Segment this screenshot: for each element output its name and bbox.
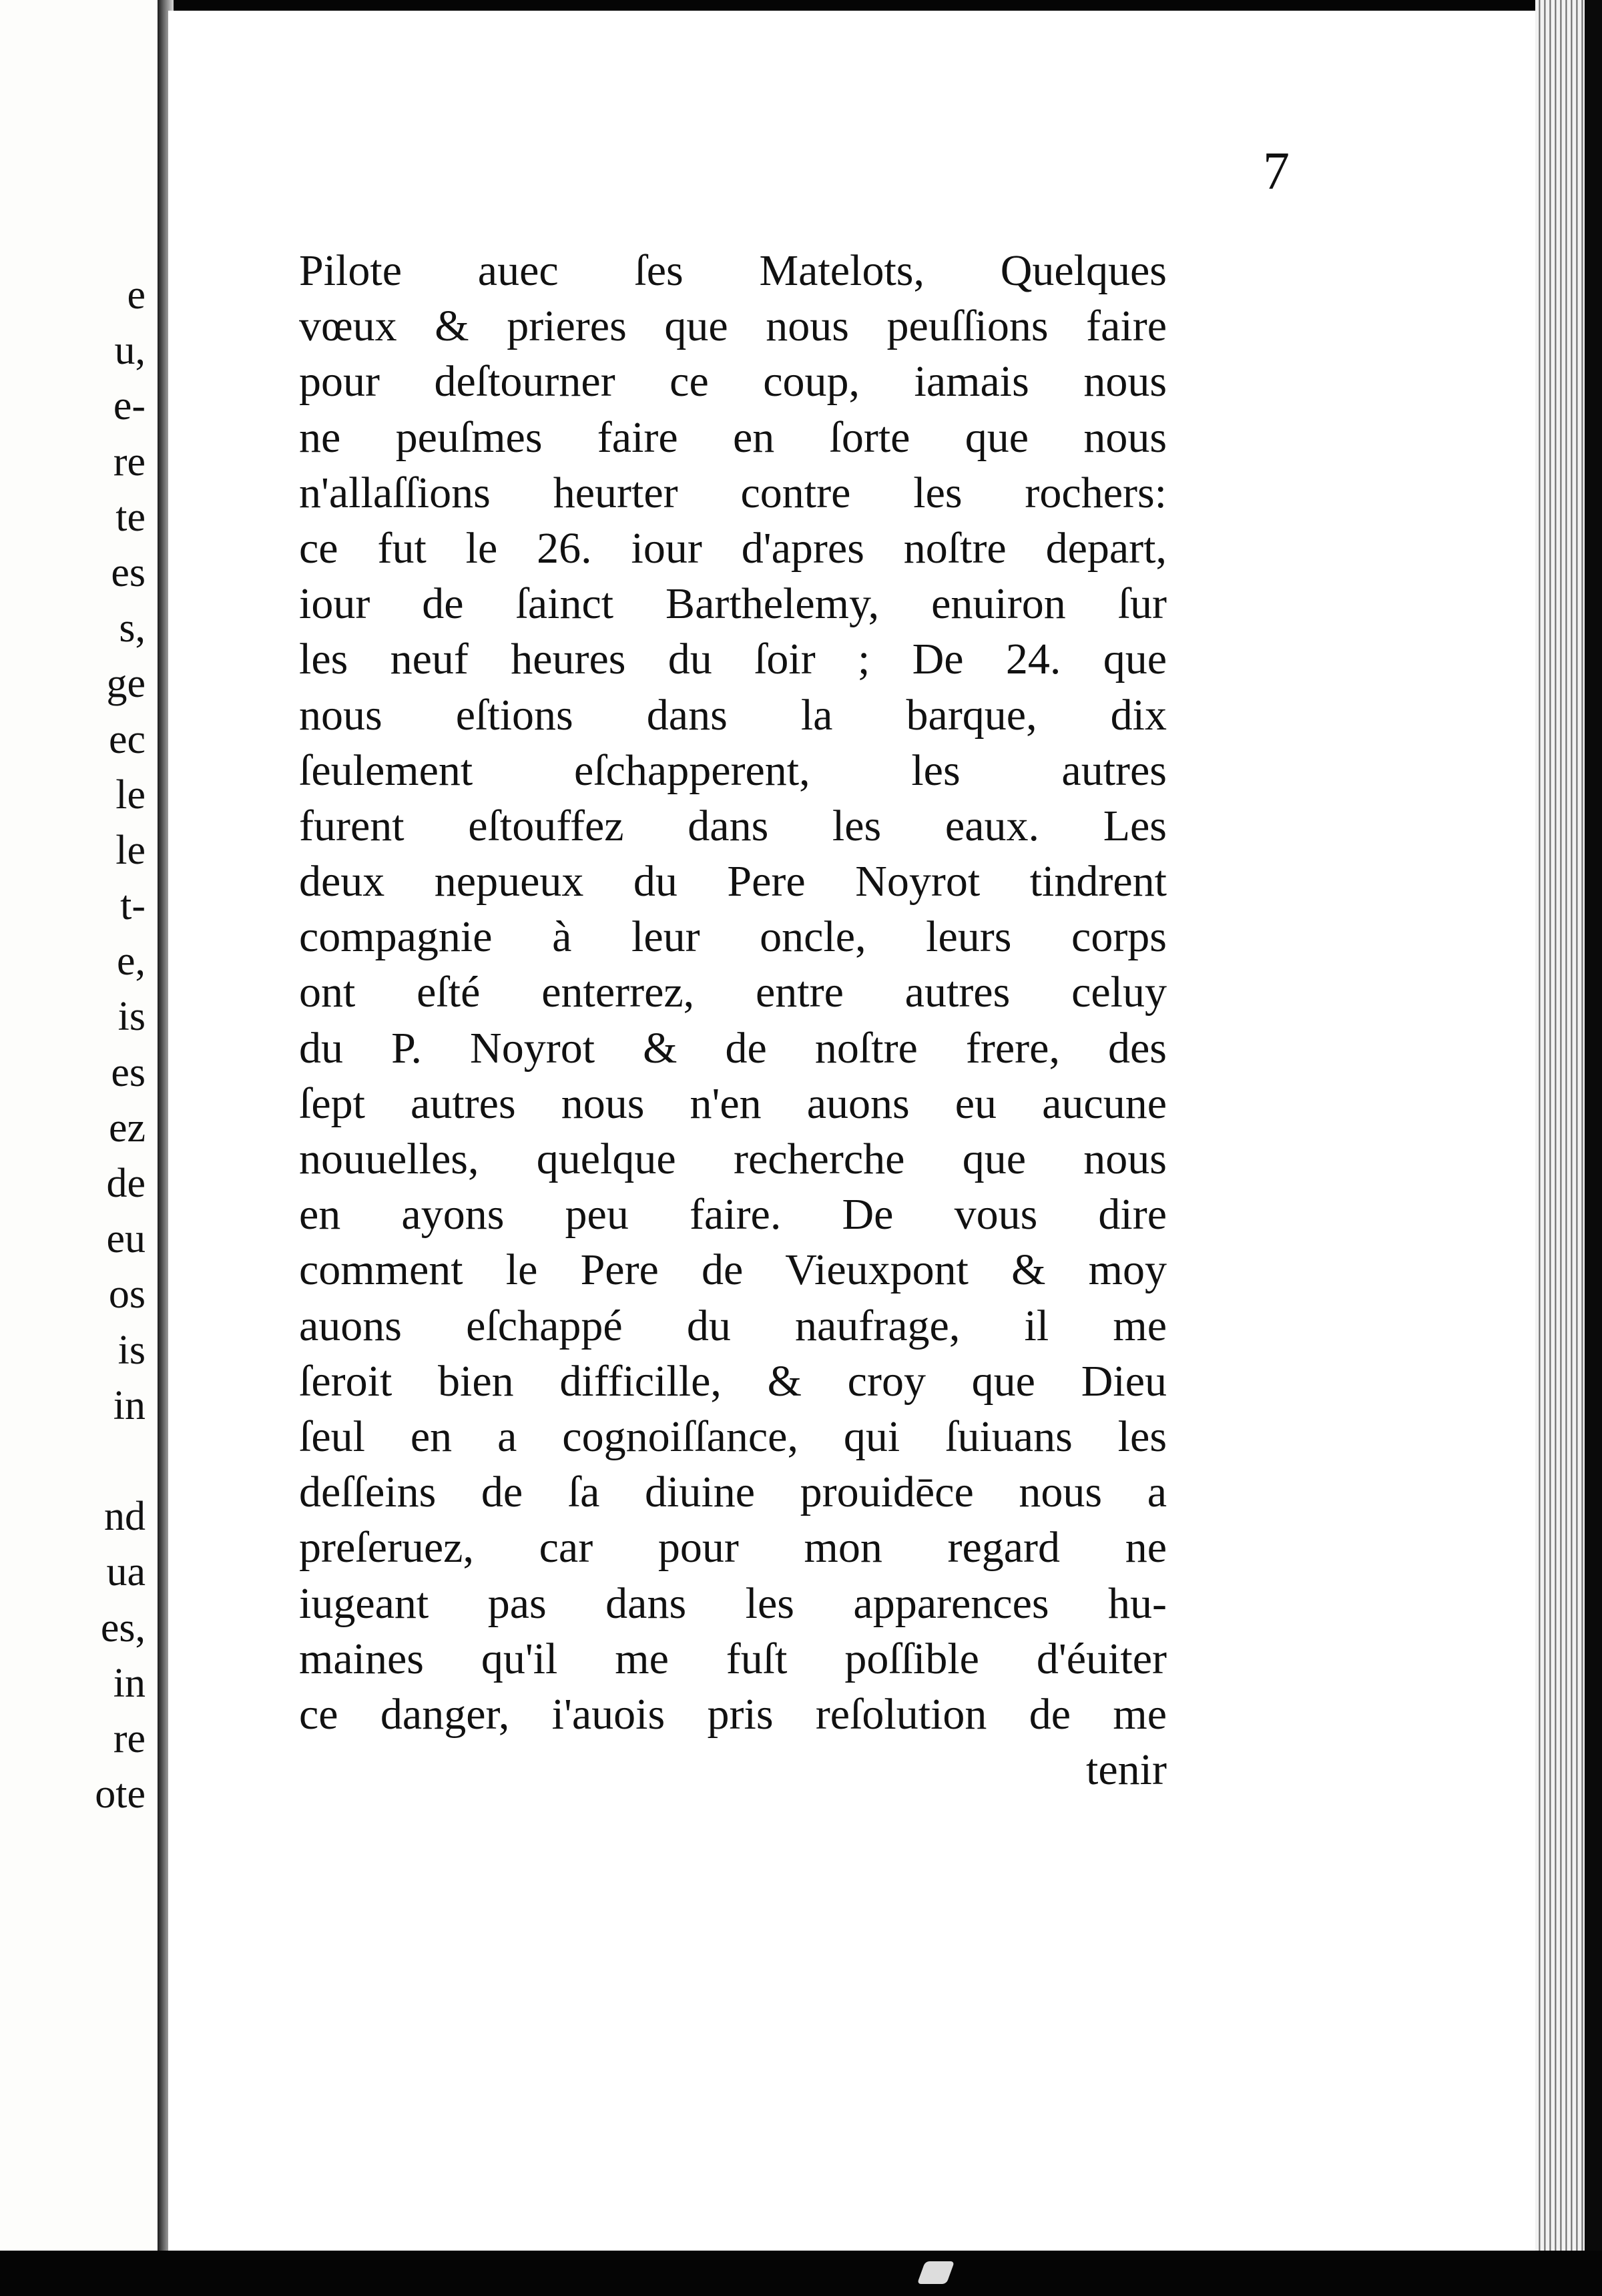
- text-line: nous eſtions dans la barque, dix: [299, 690, 1167, 740]
- left-page-fragment: ote: [95, 1771, 146, 1817]
- text-line: deſſeins de ſa diuine prouidēce nous a: [299, 1468, 1167, 1517]
- left-page-fragment: re: [113, 439, 146, 485]
- left-page-fragment: [0, 1433, 146, 1488]
- left-page-fragment: es: [111, 1049, 146, 1095]
- left-page-fragment: is: [117, 994, 146, 1040]
- left-page-fragment: ua: [106, 1549, 146, 1595]
- text-line: vœux & prieres que nous peuſſions faire: [299, 302, 1167, 351]
- left-page-fragment: eu: [106, 1216, 146, 1262]
- catchword: tenir: [1086, 1745, 1167, 1795]
- text-line: ce danger, i'auois pris reſolution de me: [299, 1689, 1167, 1739]
- text-line: deux nepueux du Pere Noyrot tindrent: [299, 857, 1167, 906]
- text-line: en ayons peu faire. De vous dire: [299, 1190, 1167, 1239]
- left-page-fragment: e,: [116, 938, 146, 984]
- left-page-fragment: te: [115, 494, 146, 540]
- text-line: maines qu'il me fuſt poſſible d'éuiter: [299, 1634, 1167, 1683]
- text-line: iour de ſainct Barthelemy, enuiron ſur: [299, 579, 1167, 629]
- left-page-fragment: es,: [100, 1605, 146, 1651]
- text-line: compagnie à leur oncle, leurs corps: [299, 912, 1167, 962]
- left-page-fragment: le: [115, 772, 146, 818]
- text-line: ſeul en a cognoiſſance, qui ſuiuans les: [299, 1412, 1167, 1461]
- text-line: ſept autres nous n'en auons eu aucune: [299, 1079, 1167, 1128]
- text-line: auons eſchappé du naufrage, il me: [299, 1301, 1167, 1350]
- text-line: pour deſtourner ce coup, iamais nous: [299, 357, 1167, 406]
- text-line: du P. Noyrot & de noſtre frere, des: [299, 1023, 1167, 1073]
- left-page-fragment: le: [115, 827, 146, 873]
- left-page-fragment: nd: [104, 1494, 146, 1540]
- page-number: 7: [1263, 142, 1290, 201]
- left-page-fragment: re: [113, 1715, 146, 1761]
- left-page-fragment: ge: [106, 661, 146, 707]
- left-page-fragment: t-: [120, 883, 146, 929]
- left-page-fragment: ec: [108, 716, 146, 762]
- left-page-fragment: in: [113, 1660, 146, 1706]
- body-text: [299, 243, 1167, 1797]
- text-line: n'allaſſions heurter contre les rochers:: [299, 468, 1167, 517]
- text-line: les neuf heures du ſoir ; De 24. que: [299, 635, 1167, 684]
- left-page-fragment: s,: [119, 605, 146, 651]
- left-page-fragment: in: [113, 1382, 146, 1428]
- text-line: iugeant pas dans les apparences hu-: [299, 1579, 1167, 1628]
- text-line: nouuelles, quelque recherche que nous: [299, 1135, 1167, 1183]
- left-page-fragment: es: [111, 549, 146, 595]
- right-page: [168, 11, 1543, 2251]
- page-stack-edge: [1535, 0, 1602, 2251]
- left-facing-page: [0, 0, 162, 2251]
- left-page-text-fragments: [0, 267, 158, 1821]
- text-line: preſeruez, car pour mon regard ne: [299, 1523, 1167, 1572]
- scan-edge-shadow: [1585, 0, 1602, 2251]
- text-line: Pilote auec ſes Matelots, Quelques: [299, 246, 1167, 295]
- text-line: ce fut le 26. iour d'apres noſtre depart,: [299, 523, 1167, 573]
- left-page-fragment: e-: [113, 383, 146, 429]
- left-page-fragment: os: [108, 1271, 146, 1318]
- text-line: ſeulement eſchapperent, les autres: [299, 746, 1167, 795]
- text-line: ont eſté enterrez, entre autres celuy: [299, 968, 1167, 1017]
- text-line: comment le Pere de Vieuxpont & moy: [299, 1245, 1167, 1295]
- left-page-fragment: ez: [108, 1105, 146, 1151]
- left-page-fragment: e: [127, 272, 146, 318]
- text-line: ſeroit bien difficille, & croy que Dieu: [299, 1356, 1167, 1406]
- left-page-fragment: is: [117, 1327, 146, 1373]
- text-line: furent eſtouffez dans les eaux. Les: [299, 801, 1167, 850]
- left-page-fragment: de: [106, 1161, 146, 1206]
- text-line: ne peuſmes faire en ſorte que nous: [299, 412, 1167, 462]
- left-page-fragment: u,: [114, 328, 146, 374]
